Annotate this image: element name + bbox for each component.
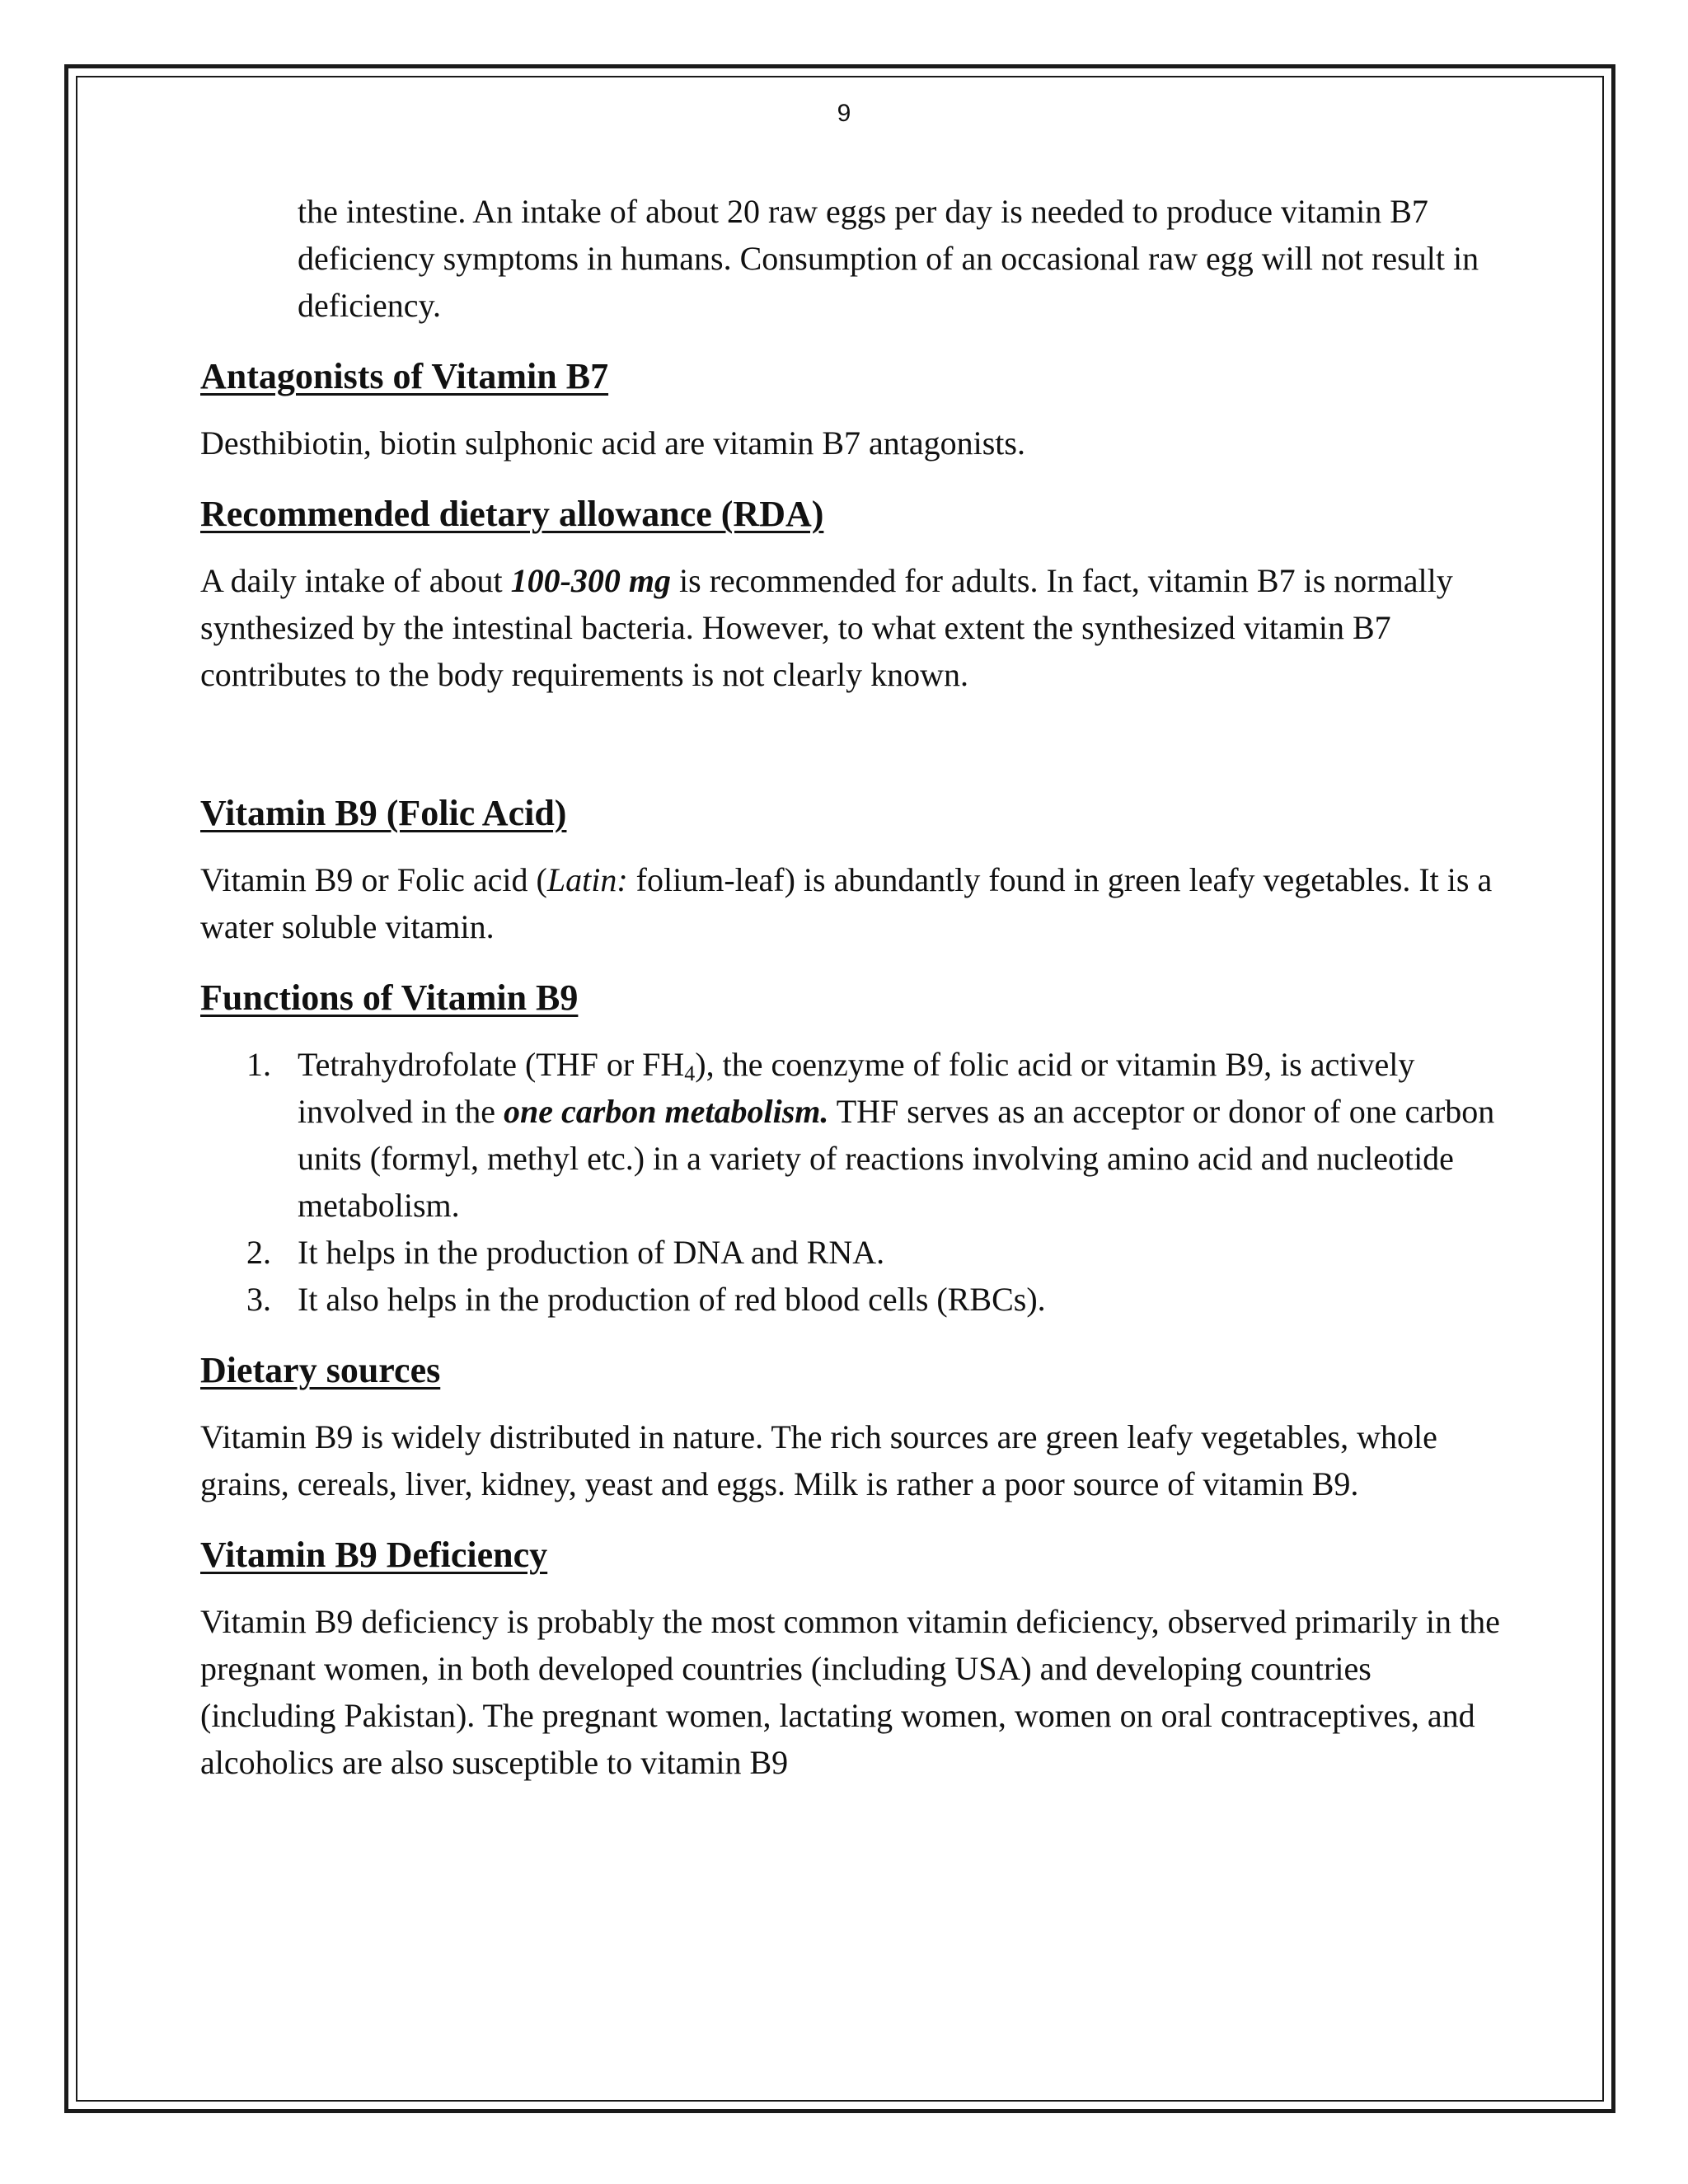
sources-paragraph: Vitamin B9 is widely distributed in nature. The rich sources are green leafy vegetables, whole grains, cereals, liver, kidney, yeast and eggs. Milk is rather a poor source of vitamin B9. [200, 1418, 1437, 1502]
list-item-number: 2. [246, 1234, 271, 1271]
list-item [200, 1276, 1503, 1323]
page-number: 9 [837, 100, 851, 127]
rda-text-after: is recommended for adults. In fact, vitamin B7 is normally synthesized by the intestinal bacteria. However, to what extent the synthesized vitamin B7 contributes to the body requirements is not clearly known. [200, 562, 1453, 693]
list-item [200, 1041, 1503, 1229]
heading-b9-deficiency: Vitamin B9 Deficiency [200, 1535, 548, 1575]
rda-paragraph [200, 557, 1503, 698]
subscript: 4 [684, 1062, 696, 1085]
functions-list [200, 1041, 1503, 1323]
emphasis-term: one carbon metabolism. [503, 1093, 829, 1130]
document-body [200, 188, 1503, 1786]
heading-antagonists: Antagonists of Vitamin B7 [200, 356, 609, 396]
list-item-number: 1. [246, 1046, 271, 1083]
heading-dietary-sources: Dietary sources [200, 1350, 441, 1390]
list-item-text: THF serves as an acceptor or donor of one carbon units (formyl, methyl etc.) in a variety of reactions involving amino acid and nucleotide metabolism. [298, 1093, 1495, 1224]
list-item-text: Tetrahydrofolate (THF or FH [298, 1046, 685, 1083]
list-item-text: It also helps in the production of red blood cells (RBCs). [298, 1281, 1046, 1318]
heading-vitamin-b9: Vitamin B9 (Folic Acid) [200, 793, 567, 833]
b9-text-after: folium-leaf) is abundantly found in green leafy vegetables. It is a water soluble vitamin. [200, 861, 1493, 945]
list-item-text: ), the coenzyme of folic acid or vitamin B9, is actively involved in the [298, 1046, 1415, 1130]
b9-intro-paragraph [200, 856, 1503, 950]
deficiency-paragraph: Vitamin B9 deficiency is probably the most common vitamin deficiency, observed primarily in the pregnant women, in both developed countries (including USA) and developing countries (including Pakistan). The pregnant women, lactating women, women on oral contraceptives, and alcoholics are also susceptible to vitamin B9 [200, 1603, 1500, 1781]
rda-text-before: A daily intake of about [200, 562, 511, 599]
b9-text-before: Vitamin B9 or Folic acid ( [200, 861, 547, 898]
rda-amount: 100-300 mg [510, 562, 672, 599]
list-item [200, 1229, 1503, 1276]
heading-functions: Functions of Vitamin B9 [200, 977, 579, 1018]
b9-latin: Latin: [546, 861, 628, 898]
list-item-text: It helps in the production of DNA and RNA. [298, 1234, 885, 1271]
continuation-paragraph: the intestine. An intake of about 20 raw eggs per day is needed to produce vitamin B7 deficiency symptoms in humans. Consumption of an occasional raw egg will not result in deficiency. [298, 193, 1479, 324]
antagonists-paragraph: Desthibiotin, biotin sulphonic acid are vitamin B7 antagonists. [200, 424, 1025, 462]
list-item-number: 3. [246, 1281, 271, 1318]
heading-rda: Recommended dietary allowance (RDA) [200, 494, 824, 534]
